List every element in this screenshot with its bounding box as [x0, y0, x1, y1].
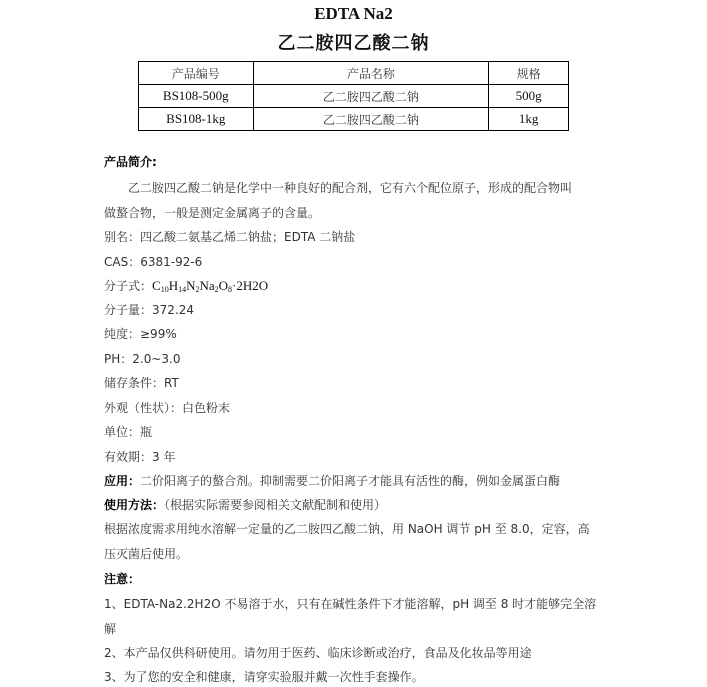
table-row — [139, 108, 569, 131]
note-item-1-line1: 1、EDTA-Na2.2H2O 不易溶于水，只有在碱性条件下才能溶解，pH 调至 8 时才能够完全溶 — [104, 597, 597, 611]
note-item-3: 3、为了您的安全和健康，请穿实验服并戴一次性手套操作。 — [104, 670, 424, 684]
note-item-2: 2、本产品仅供科研使用。请勿用于医药、临床诊断或治疗，食品及化妆品等用途 — [104, 646, 532, 660]
product-title-cn: 乙二胺四乙酸二钠 — [277, 33, 430, 54]
molecular-weight: 分子量：372.24 — [104, 303, 194, 317]
usage-note: （根据实际需要参阅相关文献配制和使用） — [164, 498, 387, 512]
validity-text: 有效期：3 年 — [104, 450, 176, 464]
cell-spec: 500g — [489, 85, 569, 108]
table-header-row — [139, 62, 569, 85]
application-body: 二价阳离子的螯合剂。抑制需要二价阳离子才能具有活性的酶，例如金属蛋白酶 — [140, 474, 561, 488]
col-header-code: 产品编号 — [139, 62, 254, 85]
ph-text: PH：2.0~3.0 — [104, 352, 181, 366]
formula-value: $C_{10}H_{14}N_2Na_2O_8\cdot 2H2O$ — [152, 278, 269, 294]
intro-heading: 产品简介: — [104, 155, 157, 169]
purity-text: 纯度：≥99% — [104, 327, 177, 341]
usage-text-line2: 压灭菌后使用。 — [104, 547, 189, 561]
cell-code: BS108-500g — [139, 85, 254, 108]
cell-name: 乙二胺四乙酸二钠 — [253, 108, 489, 131]
cell-code: BS108-1kg — [139, 108, 254, 131]
appearance-text: 外观（性状）：白色粉末 — [104, 401, 231, 415]
table-row — [139, 85, 569, 108]
col-header-spec: 规格 — [489, 62, 569, 85]
cas-text: CAS：6381-92-6 — [104, 255, 203, 269]
product-table — [138, 61, 569, 131]
application-text — [104, 473, 560, 489]
product-title-en: EDTA Na2 — [314, 4, 393, 23]
col-header-name: 产品名称 — [253, 62, 489, 85]
unit-text: 单位：瓶 — [104, 425, 153, 439]
usage-text-line1: 根据浓度需求用纯水溶解一定量的乙二胺四乙酸二钠，用 NaOH 调节 pH 至 8.0，定容，高 — [104, 522, 590, 536]
cell-spec: 1kg — [489, 108, 569, 131]
note-item-1-line2: 解 — [104, 622, 117, 636]
alias-text: 别名：四乙酸二氨基乙烯二钠盐；EDTA 二钠盐 — [104, 230, 356, 244]
formula-label: 分子式： — [104, 279, 153, 293]
usage-heading — [104, 497, 386, 513]
application-label: 应用： — [104, 474, 141, 488]
notes-heading: 注意： — [104, 572, 141, 586]
formula-text — [104, 278, 268, 294]
intro-desc-line2: 做螯合物，一般是测定金属离子的含量。 — [104, 206, 321, 220]
intro-desc-line1: 乙二胺四乙酸二钠是化学中一种良好的配合剂，它有六个配位原子，形成的配合物叫 — [128, 181, 573, 195]
usage-label: 使用方法： — [104, 498, 165, 512]
storage-text: 储存条件：RT — [104, 376, 179, 390]
cell-name: 乙二胺四乙酸二钠 — [253, 85, 489, 108]
